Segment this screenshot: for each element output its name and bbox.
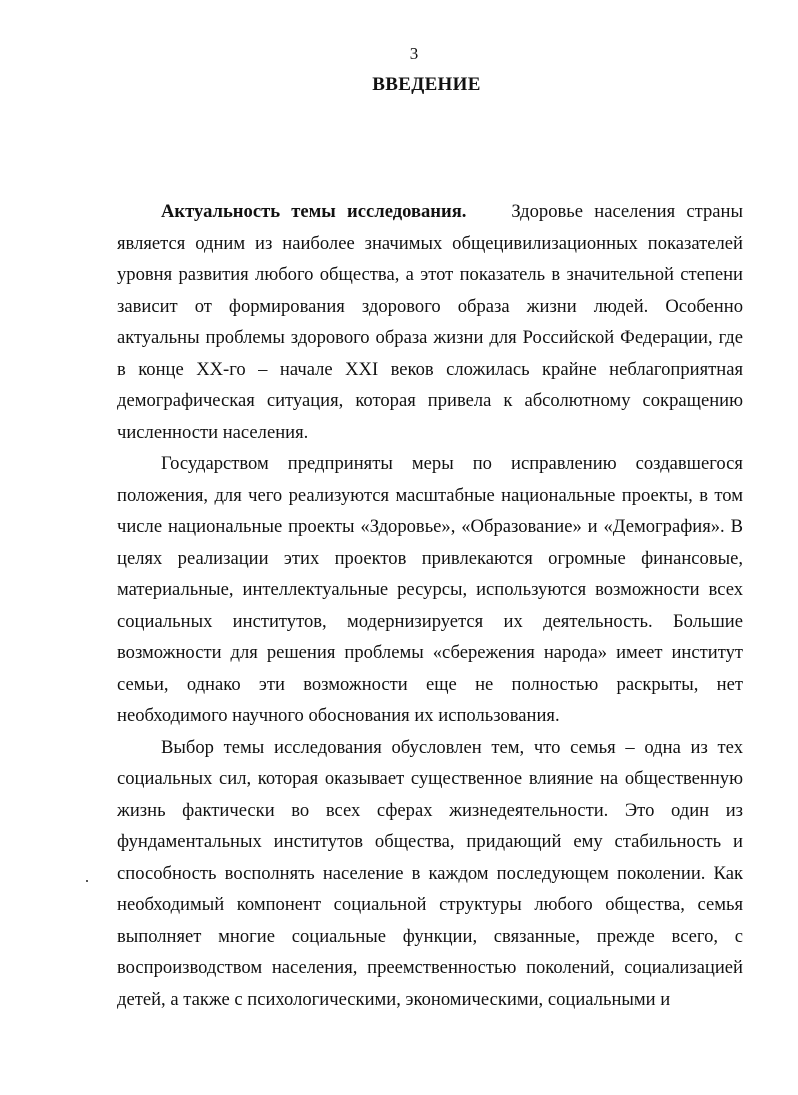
- paragraph-relevance: [117, 196, 743, 448]
- page-number: 3: [409, 44, 419, 63]
- paragraph-state-measures: Государством предприняты меры по исправлению создавшегося положения, для чего реализуются масштабные национальные проекты, в том числе национальные проекты «Здоровье», «Образование» и «Демография». В целях реализации этих проектов привлекаются огромные финансовые, материальные, интеллектуальные ресурсы, используются возможности всех социальных институтов, модернизируется их деятельность. Большие возможности для решения проблемы «сбережения народа» имеет институт семьи, однако эти возможности еще не полностью раскрыты, нет необходимого научного обоснования их использования.: [117, 453, 743, 726]
- paragraph-text: Здоровье населения страны является одним из наиболее значимых общецивилизационных показателей уровня развития любого общества, а этот показатель в значительной степени зависит от формирования здорового образа жизни людей. Особенно актуальны проблемы здорового образа жизни для Российской Федерации, где в конце XX-го – начале XXI веков сложилась крайне неблагоприятная демографическая ситуация, которая привела к абсолютному сокращению численности населения.: [117, 201, 743, 443]
- paragraph-topic-choice: Выбор темы исследования обусловлен тем, что семья – одна из тех социальных сил, которая оказывает существенное влияние на общественную жизнь фактически во всех сферах жизнедеятельности. Это один из фундаментальных институтов общества, придающий ему стабильность и способность восполнять население в каждом последующем поколении. Как необходимый компонент социальной структуры любого общества, семья выполняет многие социальные функции, связанные, прежде всего, с воспроизводством населения, преемственностью поколений, социализацией детей, а также с психологическими, экономическими, социальными и: [117, 736, 743, 1010]
- page-title: ВВЕДЕНИЕ: [372, 74, 481, 95]
- margin-dot-mark: [86, 880, 88, 882]
- body-text: [117, 196, 743, 1015]
- paragraph-lead-heading: Актуальность темы исследования.: [161, 201, 467, 222]
